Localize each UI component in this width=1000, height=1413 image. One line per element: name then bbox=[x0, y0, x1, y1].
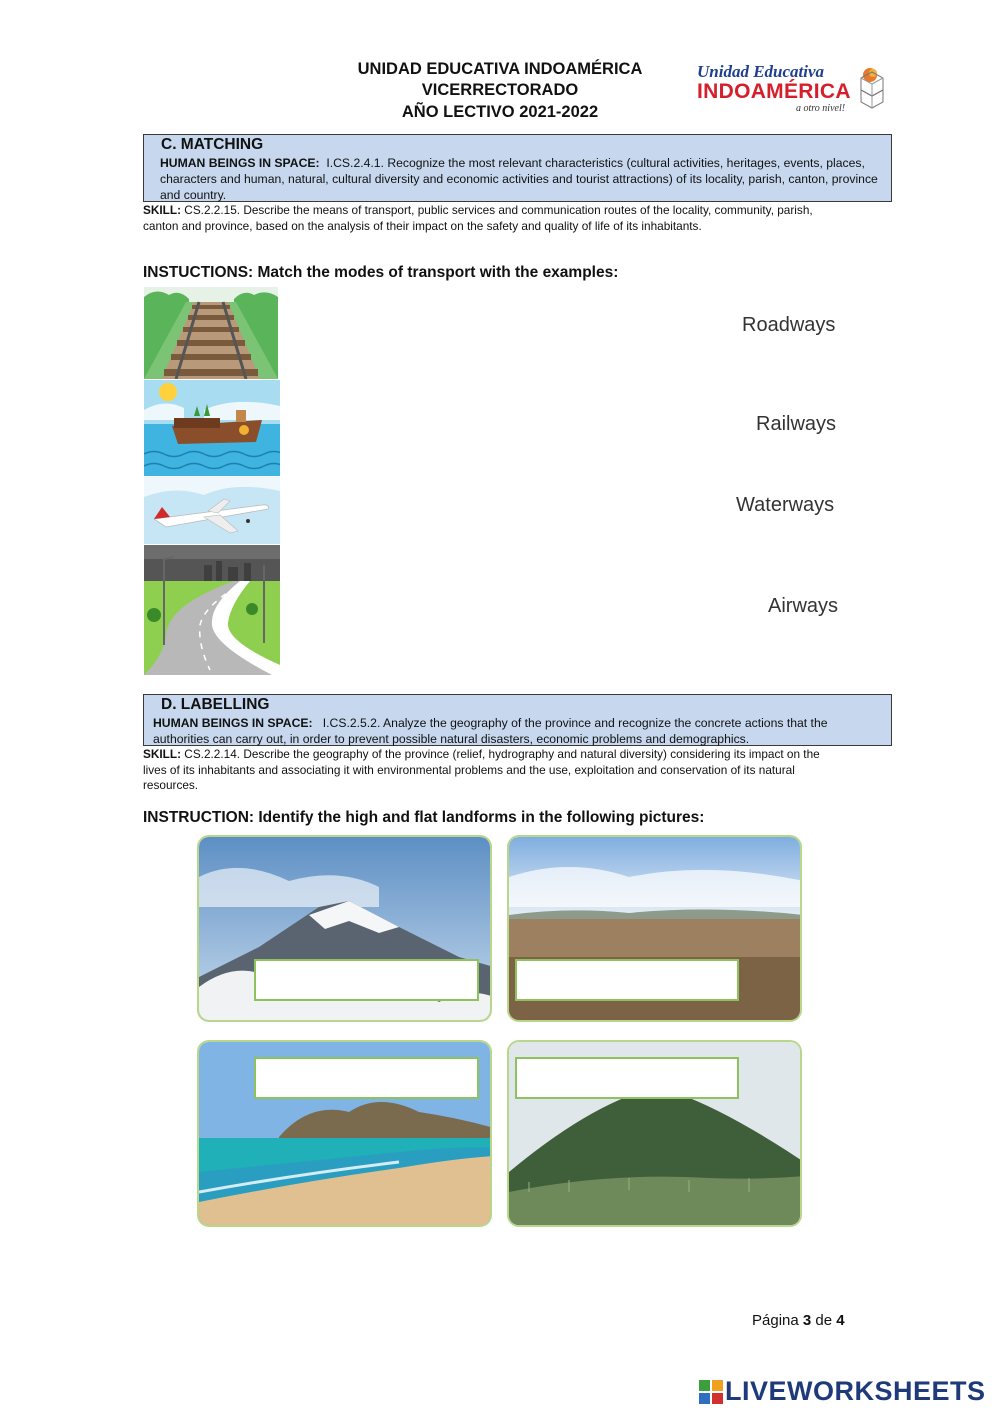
page-number bbox=[752, 1312, 845, 1329]
liveworksheets-watermark bbox=[699, 1376, 995, 1410]
page-prefix: Página bbox=[752, 1312, 799, 1329]
label-input-2[interactable] bbox=[515, 959, 739, 1001]
logo-cube-icon bbox=[857, 64, 887, 110]
section-c-title: C. MATCHING bbox=[161, 136, 264, 153]
airplane-image bbox=[144, 477, 280, 544]
word-railways[interactable]: Railways bbox=[756, 413, 837, 435]
label-input-4[interactable] bbox=[515, 1057, 739, 1099]
skill-label: SKILL: bbox=[143, 747, 182, 761]
section-c-skill bbox=[143, 203, 843, 234]
indicator-text: I.CS.2.4.1. Recognize the most relevant characteristics (cultural activities, heritages, events, places, characters and human, natural, cultural diversity and economic activities and tourist attractions) of its locality, parish, canton, province and country. bbox=[160, 156, 878, 202]
logo-sub-text: a otro nivel! bbox=[796, 103, 846, 114]
railway-track-image bbox=[144, 287, 278, 379]
section-c-instruction: INSTUCTIONS: Match the modes of transport with the examples: bbox=[143, 264, 619, 281]
page-total: 4 bbox=[836, 1312, 845, 1329]
section-c-indicator bbox=[160, 155, 883, 203]
liveworksheets-logo-icon bbox=[699, 1380, 723, 1404]
section-d-indicator bbox=[153, 715, 883, 747]
label-input-3[interactable] bbox=[254, 1057, 479, 1099]
word-waterways[interactable]: Waterways bbox=[736, 494, 835, 516]
road-image bbox=[144, 545, 280, 675]
label-input-1[interactable] bbox=[254, 959, 479, 1001]
skill-text: CS.2.2.15. Describe the means of transport, public services and communication routes of the locality, community, parish, canton and province, based on the analysis of their impact on the safety and quality of life of its inhabitants. bbox=[143, 203, 813, 233]
school-logo bbox=[697, 62, 897, 117]
word-roadways[interactable]: Roadways bbox=[742, 314, 836, 336]
section-d-box bbox=[143, 694, 892, 746]
school-year: AÑO LECTIVO 2021-2022 bbox=[401, 103, 599, 121]
page-current: 3 bbox=[802, 1312, 812, 1329]
department: VICERRECTORADO bbox=[421, 81, 579, 99]
indicator-text: I.CS.2.5.2. Analyze the geography of the province and recognize the concrete actions that the authorities can carry out, in order to prevent possible natural disasters, economic problems and demographics. bbox=[153, 716, 828, 746]
indicator-label: HUMAN BEINGS IN SPACE: bbox=[153, 716, 313, 730]
indicator-label: HUMAN BEINGS IN SPACE: bbox=[160, 156, 320, 170]
section-d-instruction: INSTRUCTION: Identify the high and flat landforms in the following pictures: bbox=[143, 809, 705, 826]
logo-top-text: Unidad Educativa bbox=[697, 62, 825, 81]
section-c-box bbox=[143, 134, 892, 202]
skill-label: SKILL: bbox=[143, 203, 182, 217]
school-name: UNIDAD EDUCATIVA INDOAMÉRICA bbox=[357, 60, 643, 78]
word-airways[interactable]: Airways bbox=[768, 595, 839, 617]
section-d-title: D. LABELLING bbox=[161, 696, 270, 713]
skill-text: CS.2.2.14. Describe the geography of the province (relief, hydrography and natural diversity) considering its impact on the lives of its inhabitants and associating it with environmental problems and the use, exploitation and conservation of its natural resources. bbox=[143, 747, 820, 792]
boat-image bbox=[144, 380, 280, 476]
logo-main-text: INDOAMÉRICA bbox=[697, 80, 851, 103]
section-d-skill bbox=[143, 747, 843, 794]
page-middle: de bbox=[815, 1312, 833, 1329]
liveworksheets-text: LIVEWORKSHEETS bbox=[725, 1376, 986, 1406]
